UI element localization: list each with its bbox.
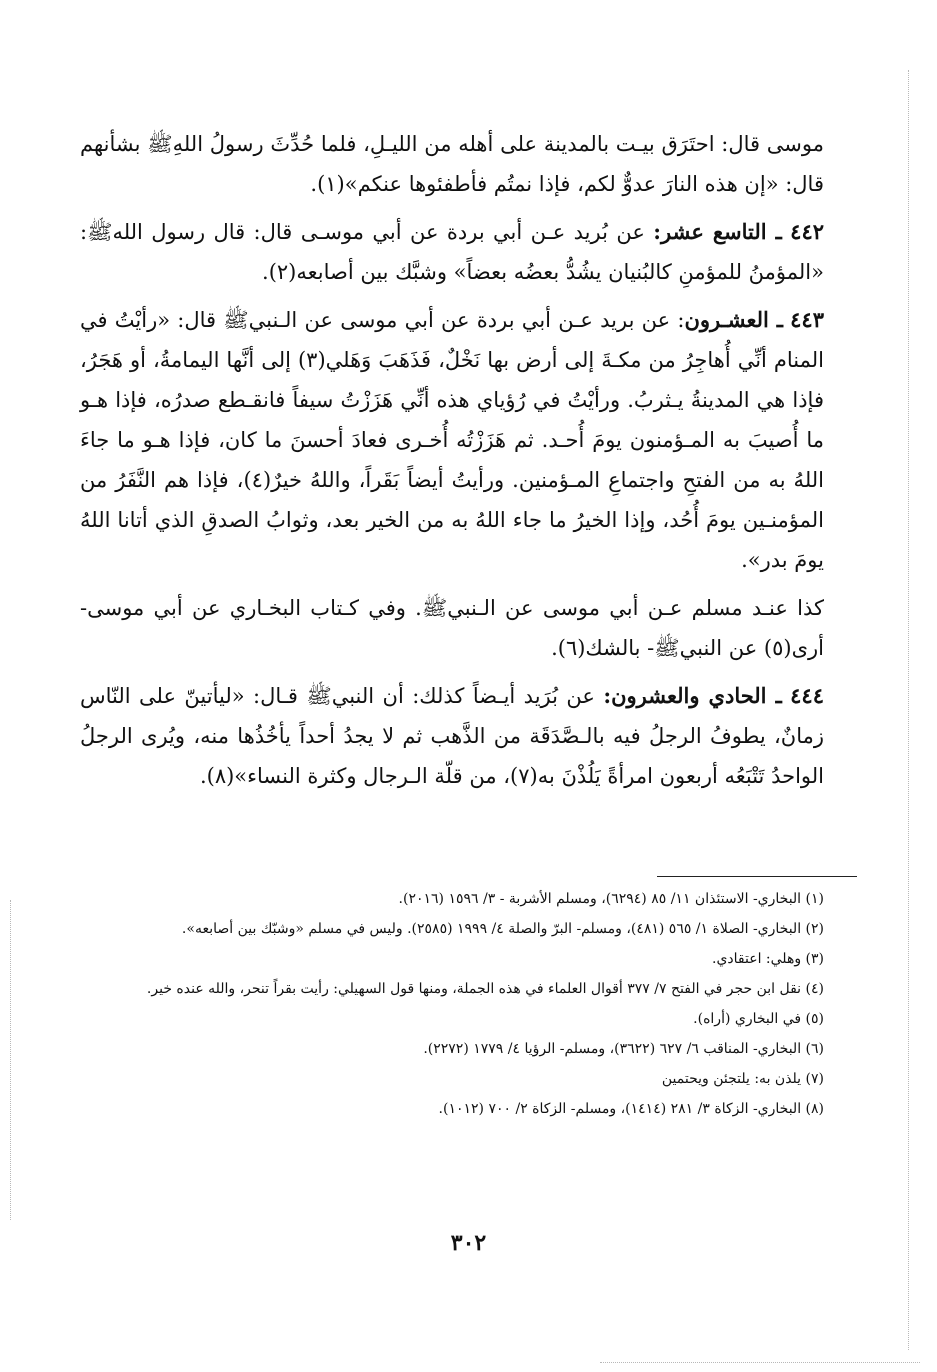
hadith-444	[80, 676, 824, 796]
hadith-number: ٤٤٢	[790, 219, 825, 244]
hadith-heading: ـ العشـرون	[684, 307, 783, 332]
hadith-text: : عن بريد عـن أبي بردة عن أبي موسى عن الـنبيﷺ قال: «رأيْتُ في المنام أنِّي أُهاجِرُ من مكـةَ إلى أرض بها نَخْلٌ، فَذَهَبَ وَهَلي(٣) إلى أنَّها اليمامةُ، أو هَجَرُ، فإذا هي المدينةُ يـثربُ. ورأيْتُ في رُؤياي هذه أنِّي هَزَزْتُ سيفاً فانقـطع صدرُه، فإذا هـو ما أُصيبَ به المـؤمنون يومَ أُحـد. ثم هَزَزْتُه أُخـرى فعادَ أحسنَ ما كان، فإذا هـو ما جاءَ اللهُ به من الفتحِ واجتماعِ المـؤمنين. ورأيتُ أيضاً بَقَراً، واللهُ خيرٌ(٤)، فإذا هم النَّفَرُ من المؤمنـين يومَ أُحُد، وإذا الخيرُ ما جاء اللهُ به من الخير بعد، وثوابُ الصدقِ الذي أتانا اللهُ يومَ بدر».	[80, 308, 825, 572]
margin-guide-right	[908, 70, 909, 1350]
hadith-443	[80, 300, 824, 580]
hadith-number: ٤٤٤	[790, 683, 824, 708]
hadith-text: عن بُريد عـن أبي بردة عن أبي موسـى قال: قال رسول اللهﷺ: «المؤمنُ للمؤمنِ كالبُنيان يشُدُّ بعضُه بعضاً» وشبَّك بين أصابعه(٢).	[80, 220, 824, 284]
footnote: (٥) في البخاري (أراه).	[693, 1011, 824, 1027]
footnote: (٢) البخاري- الصلاة ١/ ٥٦٥ (٤٨١)، ومسلم- البرّ والصلة ٤/ ١٩٩٩ (٢٥٨٥). وليس في مسلم «وشبّك بين أصابعه».	[181, 921, 824, 937]
footnote: (٣) وهلي: اعتقادي.	[712, 951, 824, 967]
margin-guide-left	[10, 900, 11, 1220]
paragraph-text: كذا عنـد مسلم عـن أبي موسى عن الـنبيﷺ. وفي كـتاب البخـاري عن أبي موسى- أرى(٥) عن النبيﷺ- بالشك(٦).	[80, 596, 824, 660]
footnote: (٦) البخاري- المناقب ٦/ ٦٢٧ (٣٦٢٢)، ومسلم- الرؤيا ٤/ ١٧٧٩ (٢٢٧٢).	[423, 1041, 824, 1057]
footnote: (٧) يلذن به: يلتجئن ويحتمين	[661, 1071, 824, 1087]
paragraph-continuation	[80, 124, 824, 204]
footnote: (٤) نقل ابن حجر في الفتح ٧/ ٣٧٧ أقوال العلماء في هذه الجملة، ومنها قول السهيلي: رأيت بقراً تنحر، والله عنده خير.	[146, 981, 824, 997]
hadith-text: عن بُرَيد أيـضاً كذلك: أن النبيﷺ قـال: «ليأتينّ على النّاس زمانٌ، يطوفُ الرجلُ فيه بالـصَّدَقَة من الذَّهب ثم لا يجدُ أحداً يأخُذُها منه، ويُرى الرجلُ الواحدُ تَتْبَعُه أربعون امرأةً يَلُذْنَ به(٧)، من قلّة الـرجال وكثرة النساء»(٨).	[80, 684, 824, 788]
hadith-number: ٤٤٣	[790, 307, 824, 332]
footnote-separator	[657, 876, 857, 877]
main-text	[80, 124, 824, 804]
hadith-heading: ـ الحادي والعشرون:	[603, 683, 782, 708]
page-number: ٣٠٢	[450, 1230, 487, 1256]
footnotes	[80, 886, 824, 1126]
footnote: (٨) البخاري- الزكاة ٣/ ٢٨١ (١٤١٤)، ومسلم- الزكاة ٢/ ٧٠٠ (١٠١٢).	[438, 1101, 824, 1117]
commentary-paragraph	[80, 588, 824, 668]
footnote: (١) البخاري- الاستئذان ١١/ ٨٥ (٦٢٩٤)، ومسلم الأشربة - ٣/ ١٥٩٦ (٢٠١٦).	[398, 891, 824, 907]
hadith-442	[80, 212, 824, 292]
margin-guide-bottom	[600, 1362, 920, 1363]
paragraph-text: موسى قال: احتَرَق بيـت بالمدينة على أهله من الليـلِ، فلما حُدِّثَ رسولُ اللهِﷺ بشأنهم قال: «إن هذه النارَ عدوٌّ لكم، فإذا نمتُم فأطفئوها عنكم»(١).	[80, 132, 824, 196]
hadith-heading: ـ التاسع عشر:	[653, 219, 782, 244]
